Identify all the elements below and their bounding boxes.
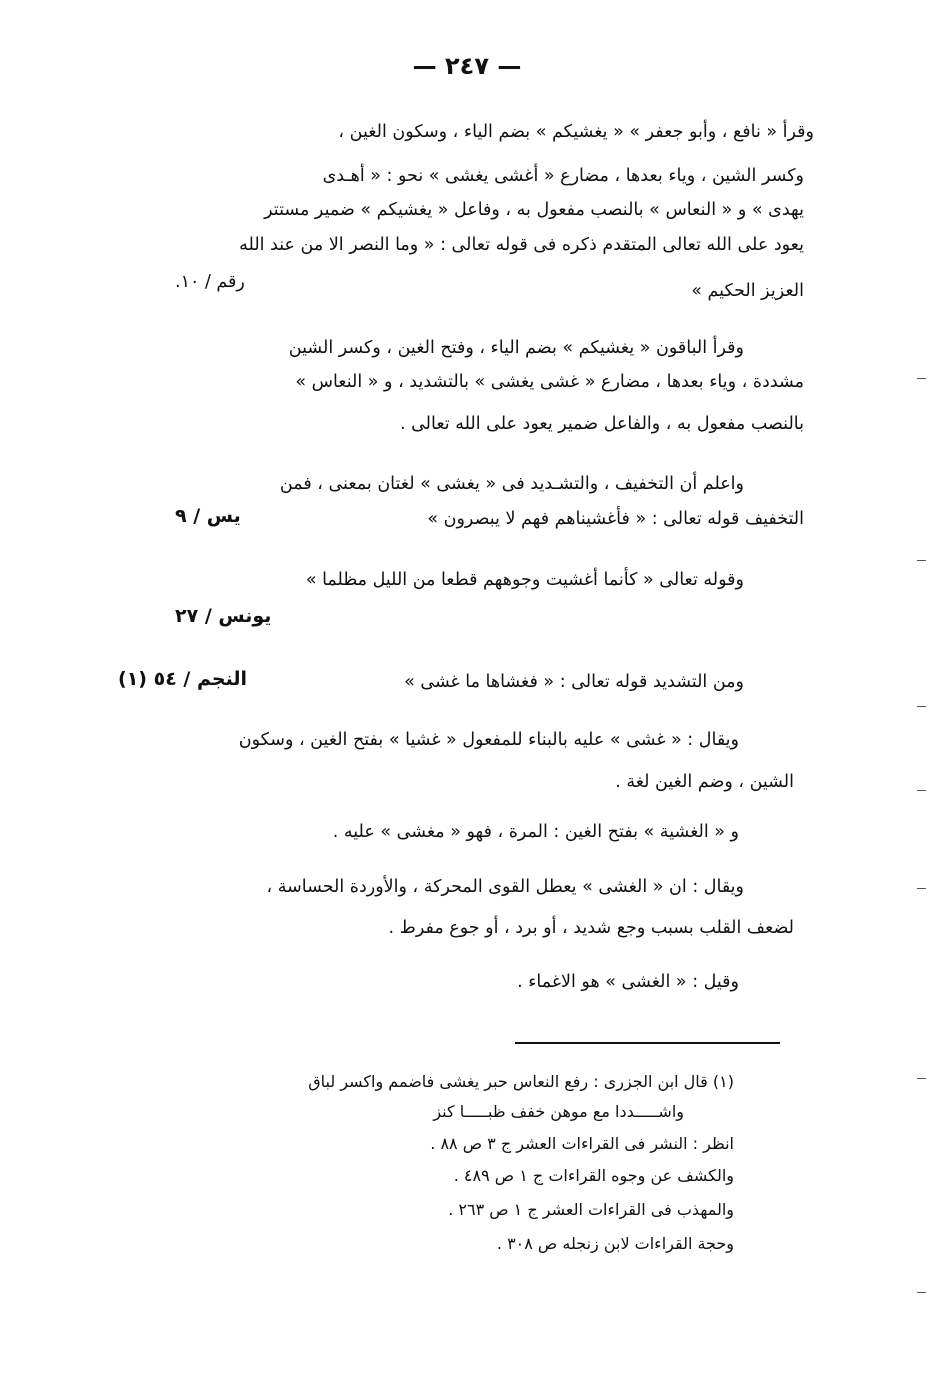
text-line: يعود على الله تعالى المتقدم ذكره فى قوله تعالى : « وما النصر الا من عند الله	[239, 235, 804, 255]
text-line: العزيز الحكيم »	[691, 281, 804, 301]
margin-mark	[917, 560, 926, 561]
margin-mark	[917, 1078, 926, 1079]
margin-mark	[917, 888, 926, 889]
margin-mark	[917, 790, 926, 791]
footnote-verse-line: واشـــــددا مع موهن خفف ظبـــــا كنز	[433, 1102, 684, 1121]
footnote-source: والمهذب فى القراءات العشر ج ١ ص ٢٦٣ .	[448, 1200, 734, 1219]
footnote-source: وحجة القراءات لابن زنجله ص ٣٠٨ .	[496, 1234, 734, 1253]
verse-reference: النجم / ٥٤ (١)	[118, 668, 247, 690]
text-line: يهدى » و « النعاس » بالنصب مفعول به ، وفاعل « يغشيكم » ضمير مستتر	[264, 200, 804, 220]
text-line: وقيل : « الغشى » هو الاغماء .	[517, 972, 739, 992]
text-line: بالنصب مفعول به ، والفاعل ضمير يعود على الله تعالى .	[399, 414, 804, 434]
footnote-source: انظر : النشر فى القراءات العشر ج ٣ ص ٨٨ .	[430, 1134, 734, 1153]
text-line: واعلم أن التخفيف ، والتشـديد فى « يغشى » لغتان بمعنى ، فمن	[279, 474, 744, 494]
text-line: وقرأ « نافع ، وأبو جعفر » « يغشيكم » بضم الياء ، وسكون الغين ،	[338, 122, 814, 142]
text-line: لضعف القلب بسبب وجع شديد ، أو برد ، أو جوع مفرط .	[388, 918, 794, 938]
verse-reference: يس / ٩	[175, 505, 241, 527]
text-line: الشين ، وضم الغين لغة .	[615, 772, 794, 792]
footnote-rule	[515, 1042, 780, 1044]
text-line: التخفيف قوله تعالى : « فأغشيناهم فهم لا يبصرون »	[427, 509, 804, 529]
margin-mark	[917, 1292, 926, 1293]
text-line: ويقال : « غشى » عليه بالبناء للمفعول « غشيا » بفتح الغين ، وسكون	[238, 730, 739, 750]
text-line: وقرأ الباقون « يغشيكم » بضم الياء ، وفتح الغين ، وكسر الشين	[288, 338, 744, 358]
text-line: ويقال : ان « الغشى » يعطل القوى المحركة ، والأوردة الحساسة ،	[266, 877, 744, 897]
text-line: ومن التشديد قوله تعالى : « فغشاها ما غشى »	[404, 672, 744, 692]
text-line: وقوله تعالى « كأنما أغشيت وجوههم قطعا من الليل مظلما »	[305, 570, 744, 590]
text-line: مشددة ، وياء بعدها ، مضارع « غشى يغشى » بالتشديد ، و « النعاس »	[295, 372, 804, 392]
text-line: و « الغشية » بفتح الغين : المرة ، فهو « مغشى » عليه .	[332, 822, 739, 842]
margin-mark	[917, 378, 926, 379]
margin-mark	[917, 706, 926, 707]
footnote-source: والكشف عن وجوه القراءات ج ١ ص ٤٨٩ .	[453, 1166, 734, 1185]
verse-reference: رقم / ١٠.	[175, 272, 245, 292]
footnote-verse-line: (١) قال ابن الجزرى : رفع النعاس حبر يغشى فاضمم واكسر لباق	[308, 1072, 734, 1091]
verse-reference: يونس / ٢٧	[175, 605, 272, 627]
page-number: — ٢٤٧ —	[412, 52, 522, 80]
text-line: وكسر الشين ، وياء بعدها ، مضارع « أغشى يغشى » نحو : « أهـدى	[322, 166, 804, 186]
